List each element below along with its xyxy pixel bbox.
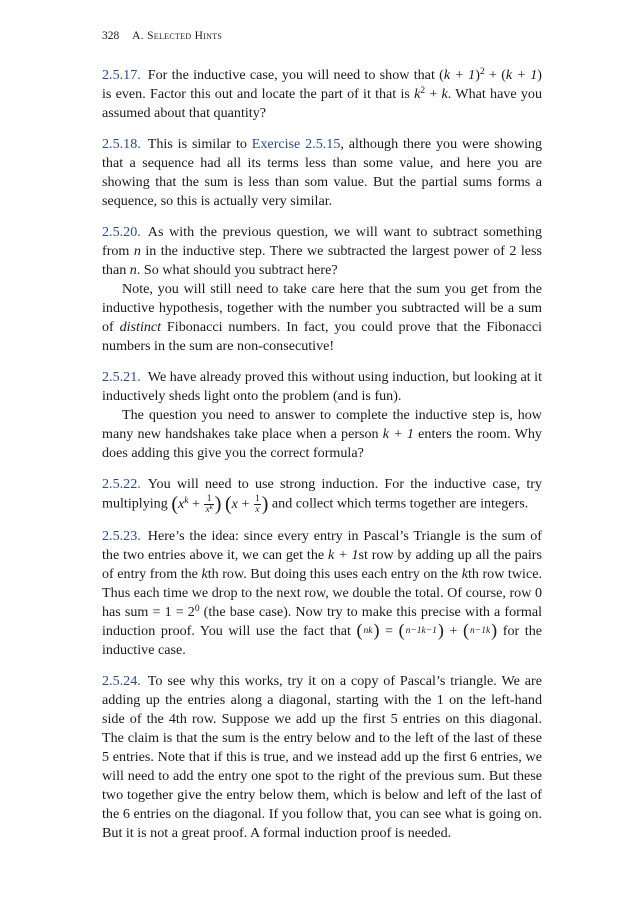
running-head xyxy=(102,30,542,48)
hint-number: 2.5.21. xyxy=(102,369,141,385)
hint-number: 2.5.17. xyxy=(102,67,141,83)
hint-number: 2.5.22. xyxy=(102,476,141,492)
section-title: A. Selected Hints xyxy=(132,30,223,42)
hint-paragraph: Note, you will still need to take care here that the sum you get from the inductive hypothesis, together with the number you subtracted will be a sum of distinct Fibonacci numbers. In fact, you could prove that the Fibonacci numbers in the sum are non-consecutive! xyxy=(102,281,543,354)
hint-2-5-18 xyxy=(102,135,542,211)
hint-number: 2.5.24. xyxy=(102,673,141,689)
hint-2-5-21 xyxy=(102,368,542,463)
hint-number: 2.5.18. xyxy=(102,136,141,152)
pascal-identity: (nk) = (n−1k−1) + (n−1k) xyxy=(356,620,498,640)
hint-2-5-17 xyxy=(102,66,542,123)
hint-paragraph: 2.5.23. Here’s the idea: since every entry in Pascal’s Triangle is the sum of the two entries above it, we can get the k + 1st row by adding up all the pairs of entry from the kth row. But doing this uses each entry on the kth row twice. Thus each time we drop to the next row, we double the total. Of course, row 0 has sum = $1 = 2^0$ (the base case). Now try to make this precise with a formal induction proof. You will use the fact that (nk) = (n−1k−1) + (n−1k) for the inductive case. xyxy=(102,528,542,658)
hint-paragraph: 2.5.21. We have already proved this without using induction, but looking at it inductively sheds light onto the problem (and is fun). xyxy=(102,369,542,404)
exercise-link[interactable]: Exercise 2.5.15 xyxy=(251,136,341,152)
hint-paragraph: 2.5.20. As with the previous question, we will want to subtract something from n in the inductive step. There we subtracted the largest power of 2 less than n. So what should you subtract here? xyxy=(102,224,543,278)
hint-number: 2.5.23. xyxy=(102,528,141,544)
hint-2-5-23 xyxy=(102,527,542,660)
hint-2-5-22 xyxy=(102,475,542,515)
product-expression: ($x^k$ + $\frac{1}{x^k}$ ) (x + $\frac{1}{x}$ ) xyxy=(171,492,269,515)
page-number: 328 xyxy=(102,30,120,42)
hint-paragraph: 2.5.18. This is similar to Exercise 2.5.15, although there you were showing that a sequence had all its terms less than some value, and here you are showing that the sum is less than som value. But the partial sums forms a sequence, so this is actually very similar. xyxy=(102,136,543,209)
hint-2-5-24 xyxy=(102,672,542,843)
hint-number: 2.5.20. xyxy=(102,224,141,240)
hint-paragraph: The question you need to answer to complete the inductive step is, how many new handshakes take place when a person k + 1 enters the room. Why does adding this give you the correct formula? xyxy=(102,407,542,461)
page xyxy=(102,30,542,855)
hint-2-5-20 xyxy=(102,223,542,356)
hint-paragraph: 2.5.22. You will need to use strong induction. For the inductive case, try multiplying ($x^k$ + $\frac{1}{x^k}$ ) (x + $\frac{1}{x}$ ) and collect which terms together are integers. xyxy=(102,476,542,515)
hint-paragraph: 2.5.17. For the inductive case, you will need to show that $(k + 1)^2 + (k + 1)$ is even. Factor this out and locate the part of it that is $k^2 + k$. What have you assumed about that quantity? xyxy=(102,67,542,121)
hint-paragraph: 2.5.24. To see why this works, try it on a copy of Pascal’s triangle. We are adding up the entries along a diagonal, starting with the 1 on the left-hand side of the 4th row. Suppose we add up the first 5 entries on this diagonal. The claim is that the sum is the entry below and to the left of the last of these 5 entries. Note that if this is true, and we instead add up the first 6 entries, we will need to add the entry one spot to the right of the previous sum. But these two together give the entry below them, which is below and left of the last of the 6 entries on the diagonal. If you follow that, you can see what is going on. But it is not a great proof. A formal induction proof is needed. xyxy=(102,673,542,841)
